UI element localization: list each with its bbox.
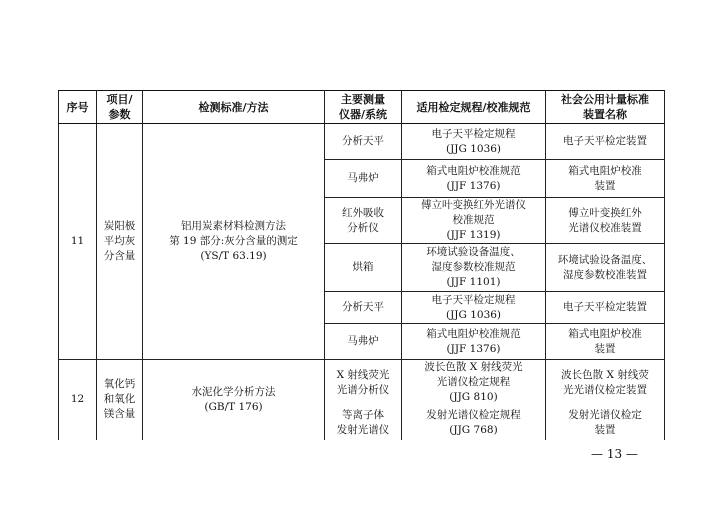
row-item: 氧化钙 和氧化 镁含量 (97, 360, 143, 440)
regulation-cell: 环境试验设备温度、 湿度参数校准规范 (JJF 1101) (402, 244, 546, 292)
regulation-cell: 波长色散 X 射线荧光 光谱仪检定规程 (JJG 810) (402, 360, 546, 406)
instrument-cell: 等离子体 发射光谱仪 (325, 406, 402, 440)
header-standard: 检测标准/方法 (143, 91, 325, 124)
row-standard: 水泥化学分析方法 (GB/T 176) (143, 360, 325, 440)
regulation-cell: 箱式电阻炉校准规范 (JJF 1376) (402, 324, 546, 360)
regulation-cell: 电子天平检定规程 (JJG 1036) (402, 292, 546, 324)
header-instrument: 主要测量 仪器/系统 (325, 91, 402, 124)
row-standard: 铝用炭素材料检测方法 第 19 部分:灰分含量的测定 (YS/T 63.19) (143, 124, 325, 360)
header-device: 社会公用计量标准 装置名称 (546, 91, 665, 124)
instrument-cell: 分析天平 (325, 124, 402, 160)
regulation-cell: 电子天平检定规程 (JJG 1036) (402, 124, 546, 160)
row-number: 11 (59, 124, 97, 360)
instrument-cell: 马弗炉 (325, 160, 402, 198)
instrument-cell: 红外吸收 分析仪 (325, 198, 402, 244)
device-cell: 波长色散 X 射线荧 光光谱仪检定装置 (546, 360, 665, 406)
device-cell: 傅立叶变换红外 光谱仪校准装置 (546, 198, 665, 244)
regulation-cell: 发射光谱仪检定规程 (JJG 768) (402, 406, 546, 440)
instrument-cell: 烘箱 (325, 244, 402, 292)
instrument-cell: X 射线荧光 光谱分析仪 (325, 360, 402, 406)
device-cell: 发射光谱仪检定 装置 (546, 406, 665, 440)
page-number: — 13 — (591, 447, 638, 461)
header-regulation: 适用检定规程/校准规范 (402, 91, 546, 124)
device-cell: 环境试验设备温度、 湿度参数校准装置 (546, 244, 665, 292)
standards-table (58, 90, 665, 440)
row-number: 12 (59, 360, 97, 440)
regulation-cell: 箱式电阻炉校准规范 (JJF 1376) (402, 160, 546, 198)
table-header-row (59, 91, 665, 124)
header-item: 项目/ 参数 (97, 91, 143, 124)
device-cell: 箱式电阻炉校准 装置 (546, 324, 665, 360)
device-cell: 箱式电阻炉校准 装置 (546, 160, 665, 198)
table-row (59, 124, 665, 160)
device-cell: 电子天平检定装置 (546, 292, 665, 324)
row-item: 炭阳极 平均灰 分含量 (97, 124, 143, 360)
device-cell: 电子天平检定装置 (546, 124, 665, 160)
header-no: 序号 (59, 91, 97, 124)
instrument-cell: 马弗炉 (325, 324, 402, 360)
table-row (59, 360, 665, 406)
regulation-cell: 傅立叶变换红外光谱仪 校准规范 (JJF 1319) (402, 198, 546, 244)
instrument-cell: 分析天平 (325, 292, 402, 324)
